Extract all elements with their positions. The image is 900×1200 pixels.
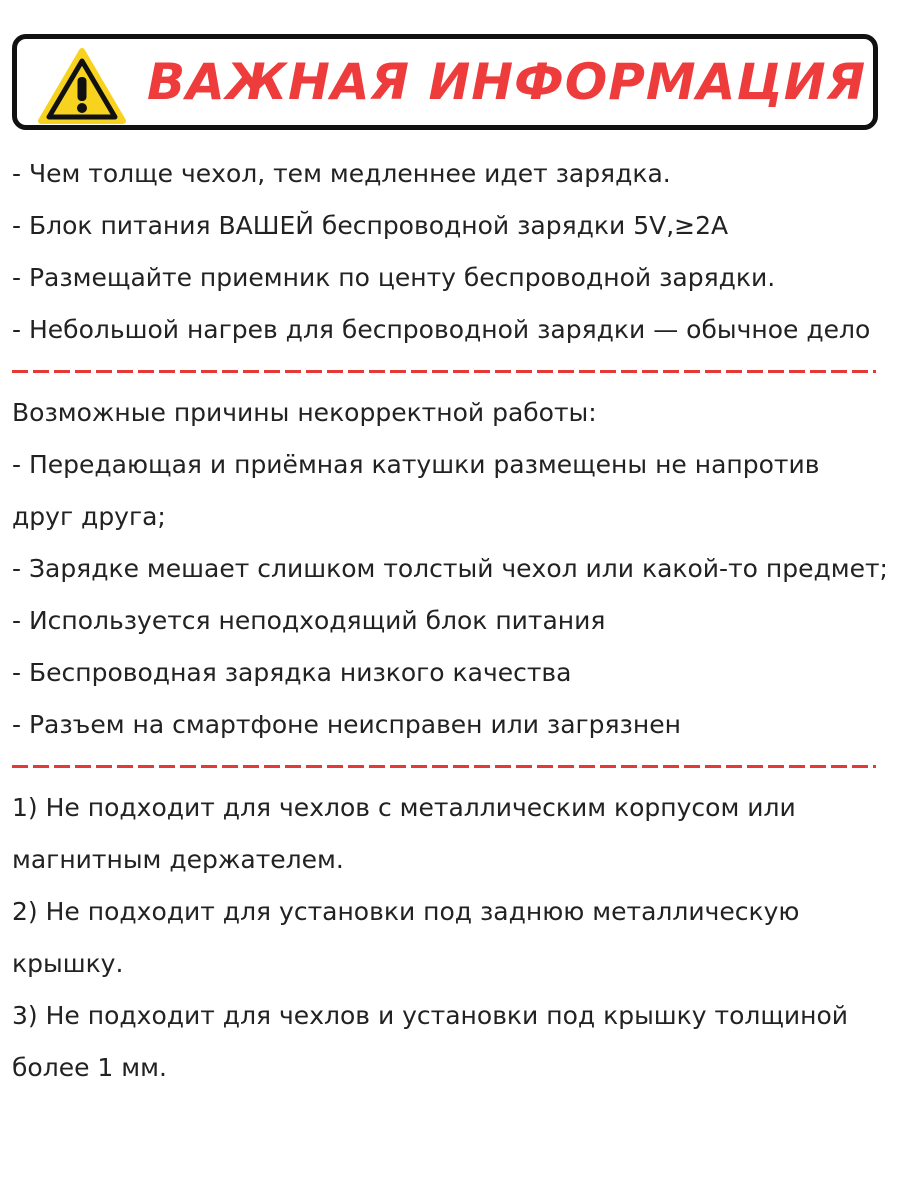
header-banner (12, 34, 878, 130)
note-item: 2) Не подходит для установки под заднюю металлическую крышку. (12, 897, 800, 978)
tip-line: - Размещайте приемник по центу беспроводной зарядки. (12, 263, 776, 292)
tips-section (12, 148, 888, 356)
tip-line: - Небольшой нагрев для беспроводной зарядки — обычное дело (12, 315, 871, 344)
tip-line: - Блок питания ВАШЕЙ беспроводной зарядки 5V,≥2A (12, 211, 729, 240)
header-title: ВАЖНАЯ ИНФОРМАЦИЯ (147, 53, 867, 111)
cause-item: - Беспроводная зарядка низкого качества (12, 658, 572, 687)
section-divider (12, 370, 876, 373)
section-divider (12, 765, 876, 768)
notes-section (12, 782, 888, 1094)
warning-triangle-icon (37, 47, 127, 125)
cause-item: - Передающая и приёмная катушки размещены не напротив друг друга; (12, 450, 820, 531)
causes-heading: Возможные причины некорректной работы: (12, 398, 597, 427)
note-item: 3) Не подходит для чехлов и установки под крышку толщиной более 1 мм. (12, 1001, 849, 1082)
tip-line: - Чем толще чехол, тем медленнее идет зарядка. (12, 159, 671, 188)
note-item: 1) Не подходит для чехлов с металлическим корпусом или магнитным держателем. (12, 793, 796, 874)
info-content (12, 148, 888, 1094)
causes-section (12, 387, 888, 751)
cause-item: - Разъем на смартфоне неисправен или загрязнен (12, 710, 681, 739)
cause-item: - Зарядке мешает слишком толстый чехол или какой-то предмет; (12, 554, 888, 583)
cause-item: - Используется неподходящий блок питания (12, 606, 606, 635)
